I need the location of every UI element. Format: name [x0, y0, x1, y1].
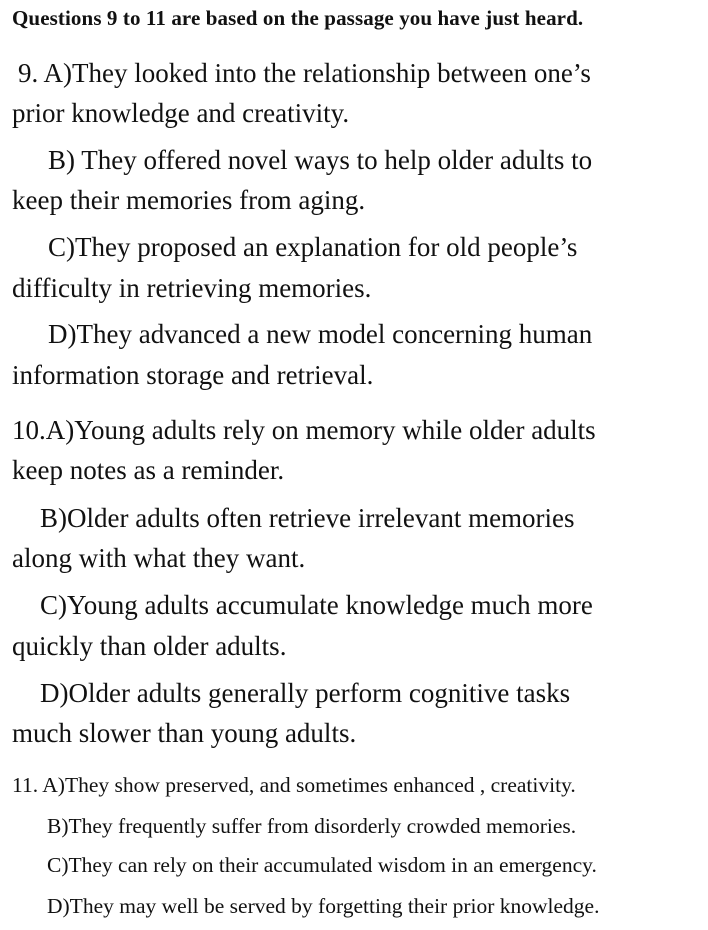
- section-heading: Questions 9 to 11 are based on the passage you have just heard.: [12, 6, 584, 30]
- q10-option-d-line-1: D)Older adults generally perform cognitive tasks: [40, 678, 571, 708]
- q9-option-b-line-2: keep their memories from aging.: [12, 185, 366, 215]
- q9-option-d-line-1: D)They advanced a new model concerning human: [48, 319, 593, 349]
- q10-option-c-line-2: quickly than older adults.: [12, 631, 287, 661]
- q11-option-b: B)They frequently suffer from disorderly crowded memories.: [47, 814, 577, 838]
- q10-option-b-line-2: along with what they want.: [12, 543, 306, 573]
- q9-option-a-line-1: 9. A)They looked into the relationship between one’s: [18, 58, 591, 88]
- q10-option-a-line-2: keep notes as a reminder.: [12, 455, 285, 485]
- q9-option-d-line-2: information storage and retrieval.: [12, 360, 374, 390]
- q9-option-c-line-1: C)They proposed an explanation for old people’s: [48, 232, 578, 262]
- q9-option-a-line-2: prior knowledge and creativity.: [12, 98, 350, 128]
- q11-option-a: 11. A)They show preserved, and sometimes enhanced , creativity.: [12, 773, 576, 797]
- q11-option-c: C)They can rely on their accumulated wisdom in an emergency.: [47, 853, 597, 877]
- q11-option-d: D)They may well be served by forgetting their prior knowledge.: [47, 894, 600, 918]
- q9-option-c-line-2: difficulty in retrieving memories.: [12, 273, 372, 303]
- q10-option-a-line-1: 10.A)Young adults rely on memory while older adults: [12, 415, 596, 445]
- q10-option-d-line-2: much slower than young adults.: [12, 718, 357, 748]
- q10-option-b-line-1: B)Older adults often retrieve irrelevant memories: [40, 503, 575, 533]
- q9-option-b-line-1: B) They offered novel ways to help older adults to: [48, 145, 593, 175]
- q10-option-c-line-1: C)Young adults accumulate knowledge much more: [40, 590, 593, 620]
